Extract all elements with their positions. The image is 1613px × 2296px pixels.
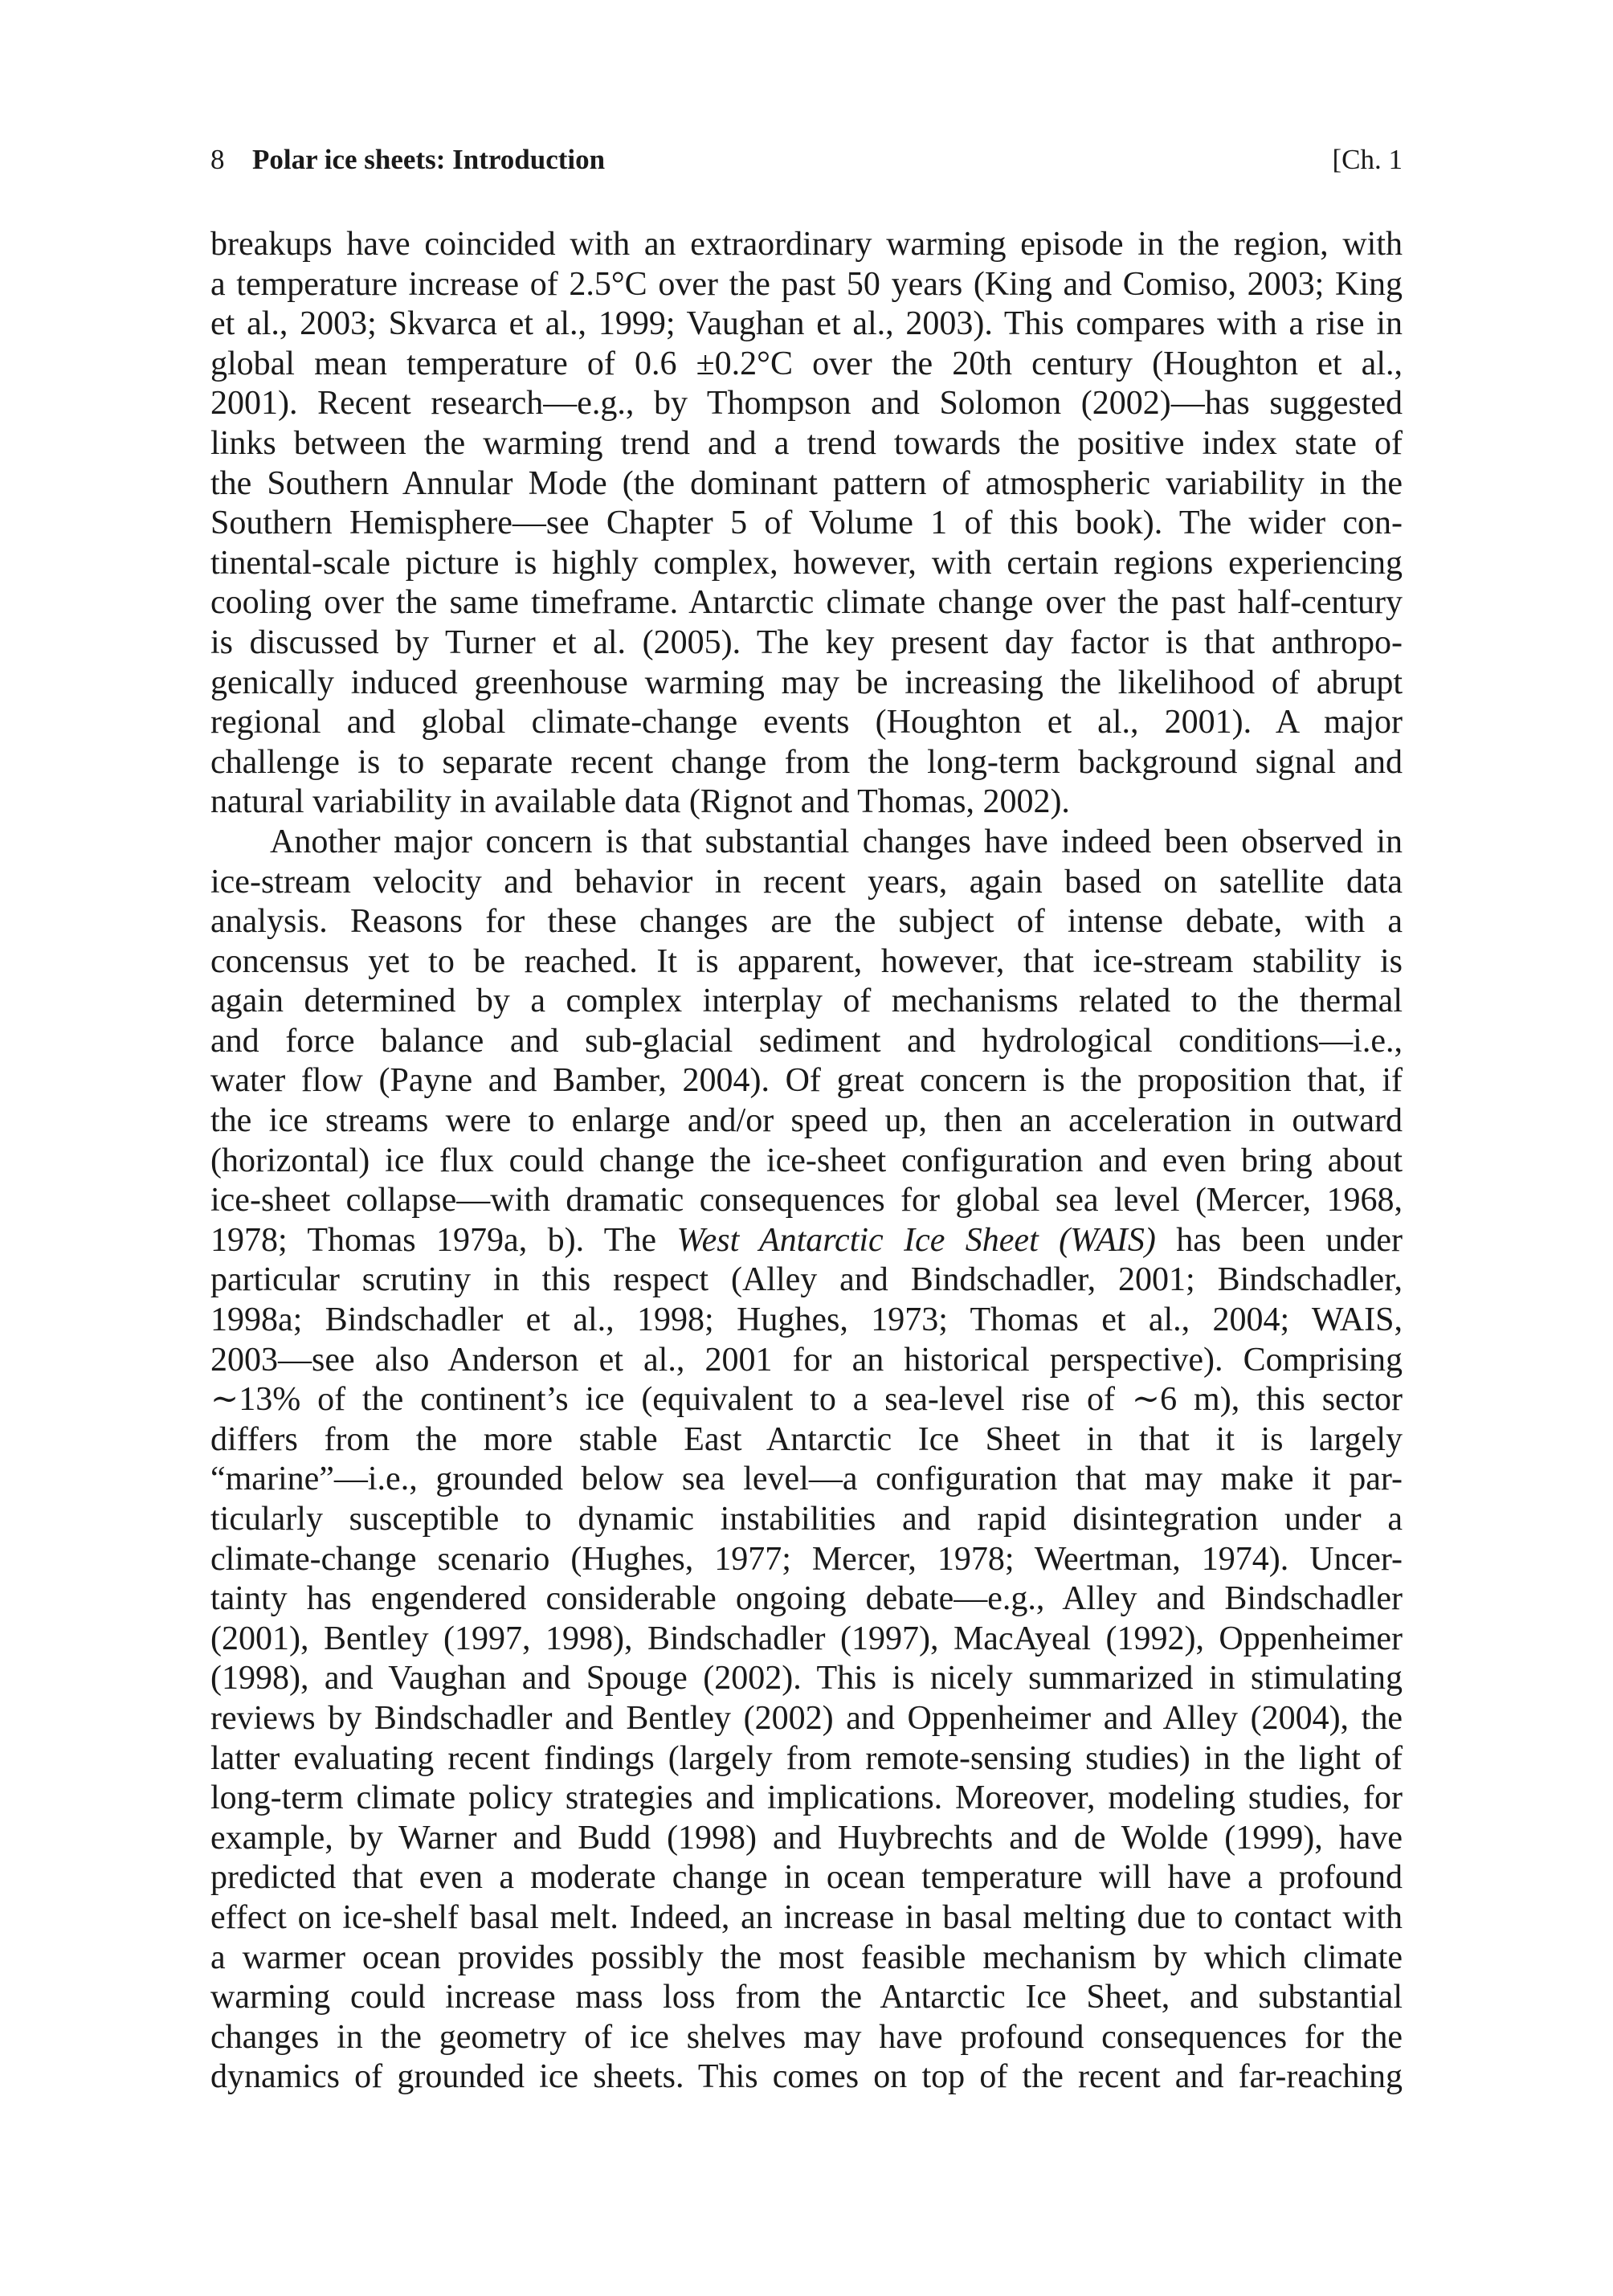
text-run: global mean temperature of 0.6 ±0.2°C over the 20th century (Houghton et al., xyxy=(210,345,1403,382)
text-line xyxy=(210,464,1403,505)
text-line xyxy=(210,823,1403,863)
text-line xyxy=(210,1898,1403,1939)
text-run: breakups have coincided with an extraordinary warming episode in the region, with xyxy=(210,226,1403,263)
text-run: latter evaluating recent findings (largely from remote-sensing studies) in the light of xyxy=(210,1739,1403,1777)
text-run: example, by Warner and Budd (1998) and Huybrechts and de Wolde (1999), have xyxy=(210,1819,1403,1857)
text-line xyxy=(210,664,1403,704)
text-run: et al., 2003; Skvarca et al., 1999; Vaughan et al., 2003). This compares with a rise in xyxy=(210,305,1403,343)
text-run: differs from the more stable East Antarctic Ice Sheet in that it is largely xyxy=(210,1420,1403,1458)
text-line xyxy=(210,1500,1403,1540)
text-run: “marine”—i.e., grounded below sea level—a configuration that may make it par- xyxy=(210,1461,1403,1498)
text-run: tinental-scale picture is highly complex, however, with certain regions experiencing xyxy=(210,544,1403,582)
text-line xyxy=(210,1142,1403,1182)
text-run: again determined by a complex interplay of mechanisms related to the thermal xyxy=(210,983,1403,1020)
text-line xyxy=(210,1739,1403,1779)
text-line xyxy=(210,304,1403,345)
text-run: has been under xyxy=(1155,1221,1403,1259)
text-line xyxy=(210,504,1403,544)
text-run: regional and global climate-change events (Houghton et al., 2001). A major xyxy=(210,704,1403,742)
text-run: and force balance and sub-glacial sediment and hydrological conditions—i.e., xyxy=(210,1022,1403,1060)
chapter-reference: [Ch. 1 xyxy=(1332,144,1403,175)
text-line xyxy=(210,1978,1403,2018)
text-line xyxy=(210,1540,1403,1580)
text-line xyxy=(210,1620,1403,1660)
text-line xyxy=(210,1460,1403,1500)
text-line xyxy=(210,1939,1403,1979)
text-line xyxy=(210,1819,1403,1859)
text-run: ticularly susceptible to dynamic instabilities and rapid disintegration under a xyxy=(210,1501,1403,1538)
running-head xyxy=(210,141,1403,179)
text-line xyxy=(210,345,1403,385)
text-run: ice-stream velocity and behavior in recent years, again based on satellite data xyxy=(210,863,1403,901)
text-line xyxy=(210,1061,1403,1101)
text-run: dynamics of grounded ice sheets. This comes on top of the recent and far-reaching xyxy=(210,2058,1403,2096)
body-text xyxy=(210,225,1403,2098)
text-line xyxy=(210,265,1403,305)
text-line xyxy=(210,1260,1403,1301)
text-run: (1998), and Vaughan and Spouge (2002). This is nicely summarized in stimulating xyxy=(210,1660,1403,1697)
text-run: (horizontal) ice flux could change the ice-sheet configuration and even bring about xyxy=(210,1142,1403,1179)
text-run: long-term climate policy strategies and implications. Moreover, modeling studies, for xyxy=(210,1779,1403,1817)
text-run: challenge is to separate recent change from the long-term background signal and xyxy=(210,743,1403,781)
text-line xyxy=(210,1779,1403,1819)
text-line xyxy=(210,1022,1403,1062)
text-line xyxy=(210,1420,1403,1461)
text-run: the Southern Annular Mode (the dominant pattern of atmospheric variability in the xyxy=(210,464,1403,502)
text-line xyxy=(210,2057,1403,2098)
text-line xyxy=(210,583,1403,623)
text-run: 2001). Recent research—e.g., by Thompson and Solomon (2002)—has suggested xyxy=(210,385,1403,423)
page-number: 8 xyxy=(210,144,225,175)
text-run: a warmer ocean provides possibly the most feasible mechanism by which climate xyxy=(210,1939,1403,1976)
text-line xyxy=(210,703,1403,743)
text-line xyxy=(210,1579,1403,1620)
text-line xyxy=(210,1181,1403,1221)
text-run: analysis. Reasons for these changes are the subject of intense debate, with a xyxy=(210,903,1403,941)
text-run: reviews by Bindschadler and Bentley (2002) and Oppenheimer and Alley (2004), the xyxy=(210,1699,1403,1737)
text-run: the ice streams were to enlarge and/or speed up, then an acceleration in outward xyxy=(210,1102,1403,1140)
text-line xyxy=(210,1659,1403,1699)
text-line xyxy=(210,1699,1403,1739)
text-line xyxy=(210,1858,1403,1898)
running-title: Polar ice sheets: Introduction xyxy=(252,144,606,175)
text-run: a temperature increase of 2.5°C over the past 50 years (King and Comiso, 2003; King xyxy=(210,265,1403,303)
text-run: 1978; Thomas 1979a, b). The xyxy=(210,1221,677,1259)
text-run: cooling over the same timeframe. Antarctic climate change over the past half-century xyxy=(210,584,1403,622)
text-line xyxy=(210,424,1403,464)
text-line xyxy=(210,1380,1403,1420)
text-run: water flow (Payne and Bamber, 2004). Of great concern is the proposition that, if xyxy=(210,1062,1403,1100)
text-run: changes in the geometry of ice shelves may have profound consequences for the xyxy=(210,2018,1403,2056)
text-run: concensus yet to be reached. It is apparent, however, that ice-stream stability is xyxy=(210,942,1403,980)
text-line xyxy=(210,902,1403,942)
text-line xyxy=(210,1221,1403,1261)
text-run: links between the warming trend and a trend towards the positive index state of xyxy=(210,424,1403,462)
text-line xyxy=(210,1341,1403,1381)
text-run: ice-sheet collapse—with dramatic consequences for global sea level (Mercer, 1968, xyxy=(210,1182,1403,1219)
text-line xyxy=(210,544,1403,584)
paragraph xyxy=(210,225,1403,823)
text-line xyxy=(210,743,1403,783)
text-run: (2001), Bentley (1997, 1998), Bindschadler (1997), MacAyeal (1992), Oppenheimer xyxy=(210,1620,1403,1657)
text-run: tainty has engendered considerable ongoing debate—e.g., Alley and Bindschadler xyxy=(210,1580,1403,1618)
text-run: genically induced greenhouse warming may be increasing the likelihood of abrupt xyxy=(210,664,1403,701)
text-line xyxy=(210,782,1403,823)
text-line xyxy=(210,225,1403,265)
text-line xyxy=(210,384,1403,424)
text-line xyxy=(210,2018,1403,2058)
text-run: 1998a; Bindschadler et al., 1998; Hughes, 1973; Thomas et al., 2004; WAIS, xyxy=(210,1301,1403,1339)
text-run: Southern Hemisphere—see Chapter 5 of Volume 1 of this book). The wider con- xyxy=(210,505,1403,542)
text-line xyxy=(210,1101,1403,1142)
text-run: 2003—see also Anderson et al., 2001 for an historical perspective). Comprising xyxy=(210,1341,1403,1379)
text-run: predicted that even a moderate change in ocean temperature will have a profound xyxy=(210,1859,1403,1897)
text-run: climate-change scenario (Hughes, 1977; Mercer, 1978; Weertman, 1974). Uncer- xyxy=(210,1540,1403,1578)
italic-term: West Antarctic Ice Sheet (WAIS) xyxy=(676,1221,1156,1259)
text-line xyxy=(210,1301,1403,1341)
text-run: effect on ice-shelf basal melt. Indeed, an increase in basal melting due to contact with xyxy=(210,1898,1403,1936)
text-run: particular scrutiny in this respect (Alley and Bindschadler, 2001; Bindschadler, xyxy=(210,1261,1403,1299)
paragraph xyxy=(210,823,1403,2098)
text-run: natural variability in available data (Rignot and Thomas, 2002). xyxy=(210,783,1070,821)
text-run: ∼13% of the continent’s ice (equivalent to a sea-level rise of ∼6 m), this sector xyxy=(210,1381,1403,1419)
text-run: is discussed by Turner et al. (2005). The key present day factor is that anthropo- xyxy=(210,623,1403,661)
text-line xyxy=(210,982,1403,1022)
text-line xyxy=(210,863,1403,903)
text-line xyxy=(210,623,1403,664)
text-line xyxy=(210,942,1403,983)
text-run: warming could increase mass loss from the Antarctic Ice Sheet, and substantial xyxy=(210,1979,1403,2016)
text-run: Another major concern is that substantial changes have indeed been observed in xyxy=(270,823,1403,860)
